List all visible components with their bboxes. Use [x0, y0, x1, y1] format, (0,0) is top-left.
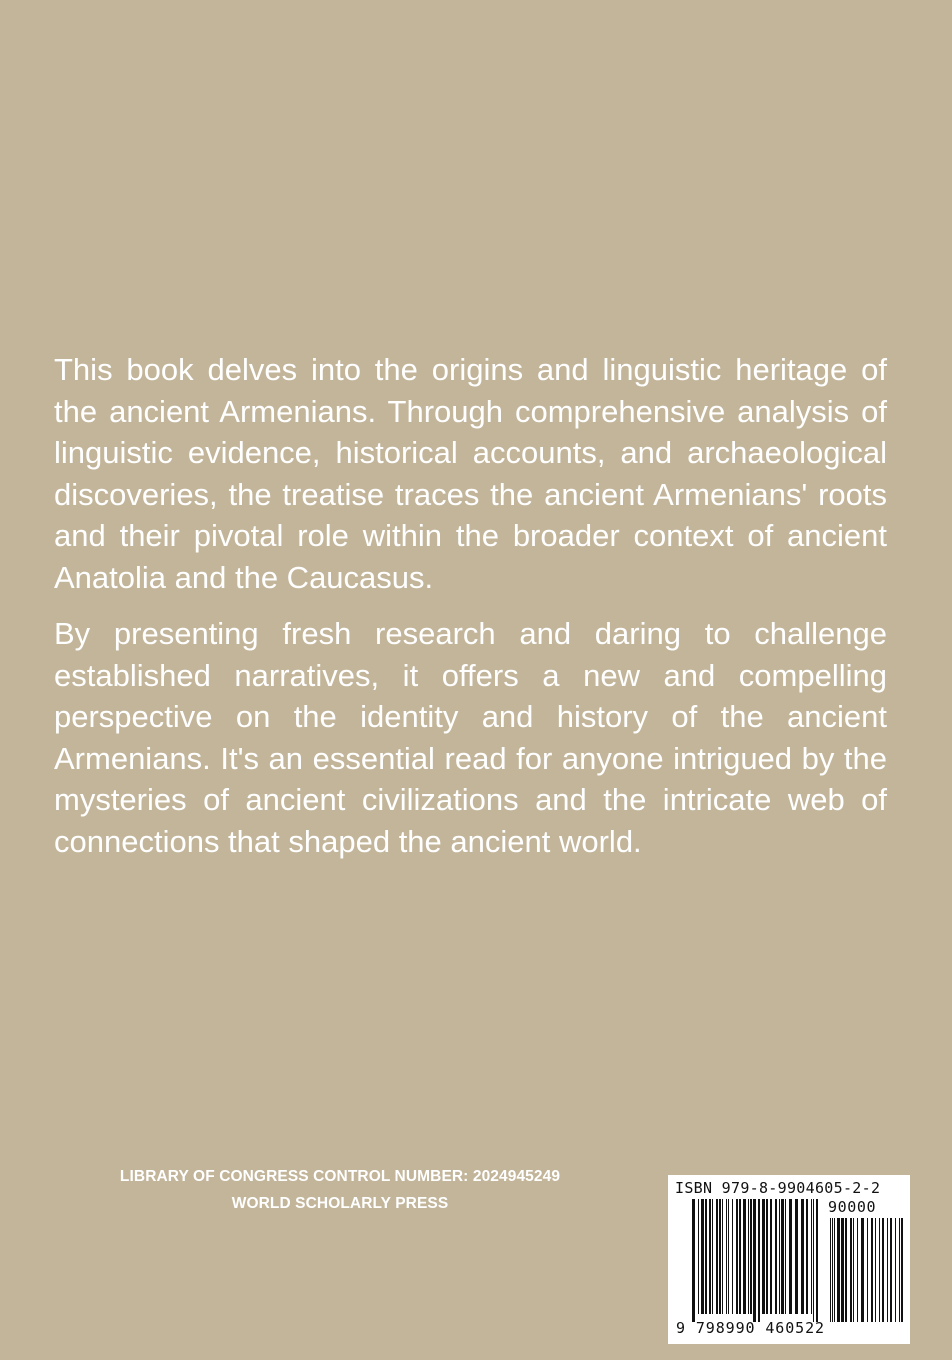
barcode-bar — [758, 1199, 760, 1322]
barcode-bar — [811, 1199, 812, 1314]
barcode-bar — [841, 1218, 844, 1322]
barcode-bar — [806, 1199, 808, 1314]
barcode-bar — [766, 1199, 768, 1314]
barcode-bar — [762, 1199, 765, 1314]
barcode-bar — [750, 1199, 752, 1314]
barcode-bar — [813, 1199, 814, 1322]
addon-bars — [830, 1218, 903, 1322]
barcode-bar — [816, 1199, 818, 1322]
ean-bars — [692, 1199, 818, 1322]
barcode-bar — [753, 1199, 756, 1322]
barcode-bar — [692, 1199, 695, 1322]
barcode-bar — [837, 1218, 840, 1322]
barcode-bar — [789, 1199, 792, 1314]
barcode-bar — [795, 1199, 798, 1314]
barcode-bar — [882, 1218, 884, 1322]
back-cover-blurb — [54, 349, 887, 877]
barcode-bar — [732, 1199, 733, 1314]
barcode-bar — [857, 1218, 858, 1322]
barcode-bar — [895, 1218, 896, 1322]
barcode-bar — [887, 1218, 888, 1322]
barcode-bar — [781, 1199, 784, 1314]
barcode-bar — [871, 1218, 873, 1322]
barcode-bar — [899, 1218, 900, 1322]
barcode-bar — [775, 1199, 777, 1314]
barcode-bar — [875, 1218, 876, 1322]
ean-number: 9 798990 460522 — [676, 1319, 825, 1337]
barcode-bar — [701, 1199, 704, 1314]
isbn-barcode-box — [668, 1175, 910, 1344]
barcode-bar — [705, 1199, 707, 1314]
barcode-bar — [743, 1199, 746, 1314]
isbn-label: ISBN 979-8-9904605-2-2 — [675, 1179, 881, 1197]
barcode-bar — [853, 1218, 854, 1322]
blurb-paragraph-2: By presenting fresh research and daring to challenge established narratives, it offers a new and compelling perspective on the identity and history of the ancient Armenians. It's an essential read for anyone intrigued by the mysteries of ancient civilizations and the intricate web of connections that shaped the ancient world. — [54, 616, 887, 859]
barcode-bar — [739, 1199, 741, 1314]
barcode-bar — [845, 1218, 847, 1322]
barcode-bar — [770, 1199, 772, 1314]
barcode-bar — [736, 1199, 738, 1314]
barcode-bar — [719, 1199, 721, 1314]
barcode-bar — [879, 1218, 880, 1322]
barcode-bar — [748, 1199, 749, 1314]
barcode-bar — [861, 1218, 864, 1322]
barcode-bar — [785, 1199, 786, 1314]
price-code-label: 90000 — [828, 1198, 877, 1216]
publication-info — [55, 1163, 625, 1217]
barcode-bar — [712, 1199, 713, 1314]
barcode-bar — [801, 1199, 804, 1314]
barcode-bar — [779, 1199, 780, 1314]
barcode-bar — [890, 1218, 892, 1322]
lccn-line: LIBRARY OF CONGRESS CONTROL NUMBER: 2024945249 — [119, 1168, 561, 1185]
barcode-bar — [709, 1199, 711, 1314]
barcode-bar — [834, 1218, 835, 1322]
barcode-bar — [728, 1199, 729, 1314]
barcode-bar — [698, 1199, 699, 1314]
blurb-paragraph-1: This book delves into the origins and linguistic heritage of the ancient Armenians. Through comprehensive analysis of linguistic evidence, historical accounts, and archaeological discoveries, the treatise traces the ancient Armenians' roots and their pivotal role within the broader context of ancient Anatolia and the Caucasus. — [54, 352, 887, 595]
barcode-bar — [722, 1199, 723, 1314]
publisher-name: WORLD SCHOLARLY PRESS — [231, 1195, 449, 1212]
barcode-bar — [716, 1199, 718, 1314]
barcode-bar — [901, 1218, 903, 1322]
barcode-bar — [832, 1218, 833, 1322]
barcode-bar — [726, 1199, 727, 1314]
barcode-bar — [867, 1218, 868, 1322]
barcode-bar — [850, 1218, 852, 1322]
barcode-bar — [830, 1218, 831, 1322]
